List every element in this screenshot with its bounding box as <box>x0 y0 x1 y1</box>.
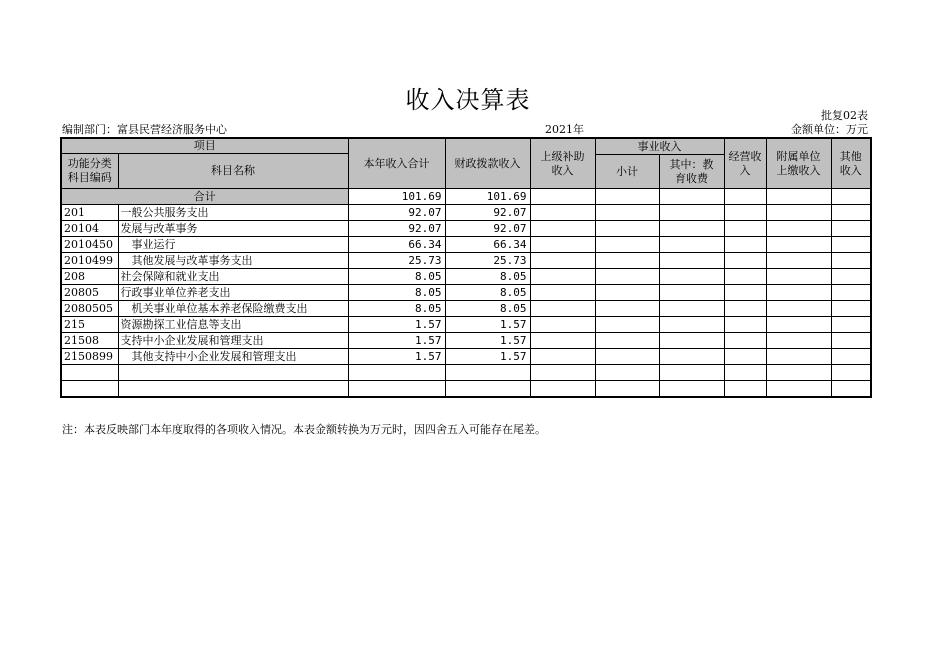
header-subtotal: 小计 <box>595 155 659 189</box>
empty-cell <box>595 253 659 269</box>
empty-cell <box>766 301 831 317</box>
total-row <box>61 189 871 205</box>
row-total-income: 92.07 <box>348 221 445 237</box>
empty-cell <box>831 333 871 349</box>
year-label: 2021年 <box>545 123 584 136</box>
table-row <box>61 333 871 349</box>
empty-cell <box>659 205 724 221</box>
empty-cell <box>766 253 831 269</box>
row-code: 215 <box>61 317 118 333</box>
empty-cell <box>724 365 766 381</box>
row-code: 20805 <box>61 285 118 301</box>
empty-cell <box>766 349 831 365</box>
empty-cell <box>659 221 724 237</box>
table-row <box>61 285 871 301</box>
row-total-income: 1.57 <box>348 317 445 333</box>
empty-cell <box>530 349 595 365</box>
row-code: 201 <box>61 205 118 221</box>
empty-cell <box>831 205 871 221</box>
unit-label: 金额单位：万元 <box>791 123 868 136</box>
row-total-income: 1.57 <box>348 333 445 349</box>
header-project: 项目 <box>61 138 348 154</box>
empty-cell <box>530 365 595 381</box>
table-row <box>61 269 871 285</box>
empty-cell <box>595 205 659 221</box>
header-total-income: 本年收入合计 <box>348 138 445 189</box>
empty-cell <box>530 253 595 269</box>
empty-cell <box>659 317 724 333</box>
header-edu-fee: 其中：教育收费 <box>659 155 724 189</box>
empty-cell <box>724 221 766 237</box>
empty-cell <box>659 381 724 398</box>
empty-cell <box>659 253 724 269</box>
empty-cell <box>766 381 831 398</box>
empty-cell <box>595 333 659 349</box>
row-total-income: 1.57 <box>348 349 445 365</box>
empty-cell <box>724 381 766 398</box>
blank-row <box>61 365 871 381</box>
empty-cell <box>724 205 766 221</box>
empty-cell <box>831 285 871 301</box>
total-income-value: 101.69 <box>348 189 445 205</box>
row-total-income: 8.05 <box>348 301 445 317</box>
table-row <box>61 253 871 269</box>
empty-cell <box>831 301 871 317</box>
table-row <box>61 317 871 333</box>
empty-cell <box>724 333 766 349</box>
empty-cell <box>766 269 831 285</box>
header-fiscal: 财政拨款收入 <box>445 138 530 189</box>
row-code: 21508 <box>61 333 118 349</box>
empty-cell <box>659 237 724 253</box>
empty-cell <box>831 221 871 237</box>
table-row <box>61 205 871 221</box>
empty-cell <box>724 317 766 333</box>
form-number: 批复02表 <box>821 109 868 122</box>
row-code: 2010450 <box>61 237 118 253</box>
empty-cell <box>766 285 831 301</box>
empty-cell <box>595 285 659 301</box>
row-total-income: 25.73 <box>348 253 445 269</box>
empty-cell <box>595 381 659 398</box>
empty-cell <box>766 237 831 253</box>
empty-cell <box>530 301 595 317</box>
empty-cell <box>530 237 595 253</box>
row-name: 资源勘探工业信息等支出 <box>118 317 348 333</box>
empty-cell <box>445 365 530 381</box>
empty-cell <box>831 237 871 253</box>
row-name: 事业运行 <box>118 237 348 253</box>
empty-cell <box>595 349 659 365</box>
empty-cell <box>530 205 595 221</box>
empty-cell <box>766 333 831 349</box>
empty-cell <box>530 317 595 333</box>
empty-cell <box>659 301 724 317</box>
row-code: 208 <box>61 269 118 285</box>
table-row <box>61 221 871 237</box>
row-name: 一般公共服务支出 <box>118 205 348 221</box>
empty-cell <box>118 381 348 398</box>
row-name: 机关事业单位基本养老保险缴费支出 <box>118 301 348 317</box>
empty-cell <box>831 381 871 398</box>
header-affiliated: 附属单位上缴收入 <box>766 138 831 189</box>
row-name: 行政事业单位养老支出 <box>118 285 348 301</box>
blank-row <box>61 381 871 398</box>
empty-cell <box>530 285 595 301</box>
empty-cell <box>659 365 724 381</box>
row-name: 其他发展与改革事务支出 <box>118 253 348 269</box>
row-name: 发展与改革事务 <box>118 221 348 237</box>
empty-cell <box>831 365 871 381</box>
header-func-code: 功能分类科目编码 <box>61 154 118 189</box>
empty-cell <box>595 317 659 333</box>
page-title: 收入决算表 <box>405 86 531 114</box>
empty-cell <box>118 365 348 381</box>
empty-cell <box>348 381 445 398</box>
department-label: 编制部门：富县民营经济服务中心 <box>62 123 227 136</box>
empty-cell <box>659 349 724 365</box>
row-fiscal: 92.07 <box>445 205 530 221</box>
header-subject-name: 科目名称 <box>118 154 348 189</box>
empty-cell <box>766 365 831 381</box>
total-fiscal-value: 101.69 <box>445 189 530 205</box>
row-total-income: 66.34 <box>348 237 445 253</box>
row-code: 20104 <box>61 221 118 237</box>
empty-cell <box>61 381 118 398</box>
empty-cell <box>724 237 766 253</box>
empty-cell <box>831 349 871 365</box>
table-row <box>61 349 871 365</box>
empty-cell <box>724 269 766 285</box>
empty-cell <box>595 221 659 237</box>
row-code: 2010499 <box>61 253 118 269</box>
empty-cell <box>724 253 766 269</box>
empty-cell <box>595 301 659 317</box>
row-fiscal: 1.57 <box>445 333 530 349</box>
empty-cell <box>595 365 659 381</box>
header-superior: 上级补助收入 <box>530 138 595 189</box>
empty-cell <box>724 285 766 301</box>
empty-cell <box>595 237 659 253</box>
empty-cell <box>831 253 871 269</box>
empty-cell <box>724 349 766 365</box>
row-fiscal: 1.57 <box>445 349 530 365</box>
empty-cell <box>831 269 871 285</box>
table-row <box>61 301 871 317</box>
empty-cell <box>530 221 595 237</box>
empty-cell <box>530 269 595 285</box>
empty-cell <box>659 269 724 285</box>
row-fiscal: 8.05 <box>445 301 530 317</box>
header-operating: 经营收入 <box>724 138 766 189</box>
empty-cell <box>348 365 445 381</box>
empty-cell <box>659 285 724 301</box>
empty-cell <box>659 333 724 349</box>
table-row <box>61 237 871 253</box>
row-fiscal: 92.07 <box>445 221 530 237</box>
row-total-income: 92.07 <box>348 205 445 221</box>
row-name: 支持中小企业发展和管理支出 <box>118 333 348 349</box>
empty-cell <box>530 333 595 349</box>
empty-cell <box>595 269 659 285</box>
row-total-income: 8.05 <box>348 269 445 285</box>
income-table <box>60 137 872 398</box>
row-fiscal: 8.05 <box>445 285 530 301</box>
header-other: 其他收入 <box>831 138 871 189</box>
row-fiscal: 66.34 <box>445 237 530 253</box>
empty-cell <box>766 221 831 237</box>
row-fiscal: 25.73 <box>445 253 530 269</box>
empty-cell <box>831 317 871 333</box>
empty-cell <box>724 301 766 317</box>
footnote: 注：本表反映部门本年度取得的各项收入情况。本表金额转换为万元时，因四舍五入可能存在尾差。 <box>62 423 546 436</box>
row-code: 2150899 <box>61 349 118 365</box>
row-name: 其他支持中小企业发展和管理支出 <box>118 349 348 365</box>
empty-cell <box>61 365 118 381</box>
row-code: 2080505 <box>61 301 118 317</box>
header-business-income: 事业收入 <box>595 138 724 155</box>
row-name: 社会保障和就业支出 <box>118 269 348 285</box>
empty-cell <box>766 317 831 333</box>
row-fiscal: 8.05 <box>445 269 530 285</box>
row-fiscal: 1.57 <box>445 317 530 333</box>
empty-cell <box>530 381 595 398</box>
empty-cell <box>445 381 530 398</box>
row-total-income: 8.05 <box>348 285 445 301</box>
empty-cell <box>766 205 831 221</box>
total-label: 合计 <box>61 189 348 205</box>
